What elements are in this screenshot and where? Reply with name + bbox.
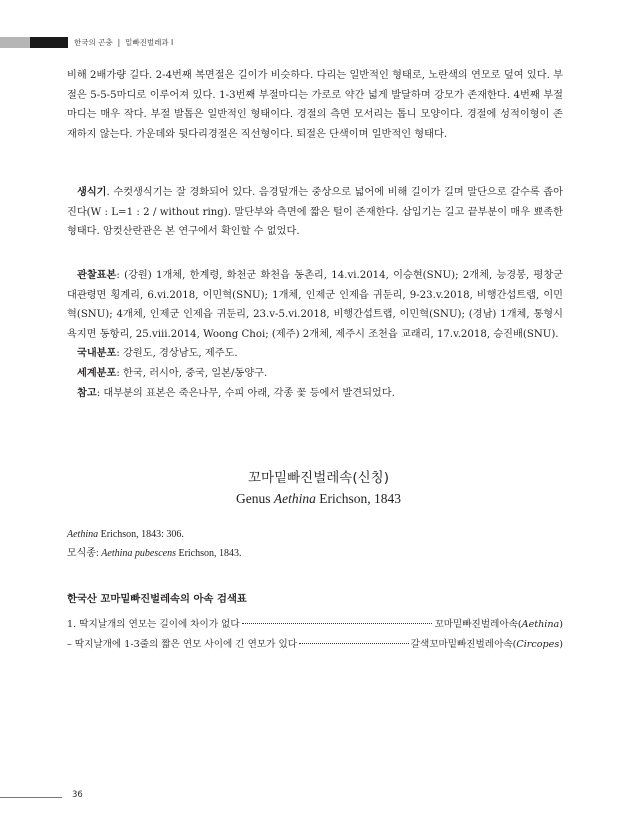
domestic-distribution — [67, 344, 563, 364]
key-result-close: ) — [559, 639, 563, 650]
genitalia-section — [67, 183, 563, 242]
genus-reference — [67, 527, 184, 543]
key-result — [434, 616, 563, 630]
header-separator: | — [117, 38, 121, 47]
key-result-close: ) — [559, 619, 563, 630]
key-result-name: 꼬마밑빠진벌레아속( — [434, 619, 522, 630]
key-couplet-text: – 딱지날개에 1-3줄의 짧은 연모 사이에 긴 연모가 있다 — [67, 639, 297, 650]
header-black-bar — [30, 37, 68, 48]
specimens-section — [67, 266, 563, 403]
specimens-paragraph — [67, 266, 563, 344]
genus-title-latin — [0, 491, 637, 507]
domestic-text: : 강원도, 경상남도, 제주도. — [116, 348, 238, 360]
key-result-latin: Aethina — [521, 619, 560, 630]
specimens-text: : (강원) 1개체, 한계령, 화천군 화천읍 동촌리, 14.vi.2014, 이승현(SNU); 2개체, 능경봉, 평창군 대관령면 횡계리, 6.vi.2018, 이민혁(SNU); 1개체, 인제군 인제읍 귀둔리, 9-23.v.2018, 비행간섭트랩, 이민혁(SNU); 4개체, 인제군 인제읍 귀둔리, 23.v-5.vi.2018, 비행간섭트랩, 이민혁(SNU); (경남) 1개체, 통형시 욕지면 동항리, 25.viii.2014, Woong Choi; (제주) 2개체, 제주시 조천읍 교래리, 17.v.2018, 승진배(SNU). — [67, 270, 563, 340]
key-result-name: 갈색꼬마밑빠진벌레아속( — [410, 639, 517, 650]
genus-author: Erichson, 1843 — [315, 491, 401, 506]
note-paragraph — [67, 384, 563, 404]
book-title: 한국의 곤충 — [74, 38, 113, 47]
genitalia-text: . 수컷생식기는 잘 경화되어 있다. 음경덮개는 중상으로 넓어에 비해 길이가 길며 말단으로 갈수록 좁아진다(W : L=1 : 2 / without ring). 말단부와 측면에 짧은 털이 존재한다. 삽입기는 길고 끝부분이 매우 뾰족한 형태다. 암컷산란관은 본 연구에서 확인할 수 없었다. — [67, 187, 563, 238]
type-species-citation: Erichson, 1843. — [175, 548, 242, 559]
specimens-label: 관찰표본 — [77, 270, 117, 281]
key-line — [67, 616, 563, 630]
genitalia-label: 생식기 — [77, 187, 107, 198]
note-text: : 대부분의 표본은 죽은나무, 수피 아래, 각종 꽃 등에서 발견되었다. — [96, 387, 395, 399]
running-header — [74, 36, 173, 49]
genitalia-paragraph — [67, 183, 563, 242]
genus-name: Aethina — [273, 491, 316, 506]
key-couplet-text: 1. 딱지날개의 연모는 길이에 차이가 없다 — [67, 619, 240, 630]
note-label: 참고 — [77, 387, 97, 399]
world-label: 세계분포 — [77, 367, 117, 379]
footer-rule — [0, 797, 62, 798]
key-line — [67, 636, 563, 650]
key-leader-dots — [242, 623, 433, 624]
world-distribution — [67, 364, 563, 384]
page-number: 36 — [72, 790, 83, 800]
key-result-latin: Circopes — [516, 639, 560, 650]
section-title: 밑빠진벌레과 I — [125, 38, 174, 47]
type-species-label: 모식종: — [67, 548, 102, 559]
domestic-label: 국내분포 — [77, 348, 117, 360]
genus-reference-name: Aethina — [67, 529, 99, 540]
type-species-name: Aethina pubescens — [101, 548, 176, 559]
key-title: 한국산 꼬마밑빠진벌레속의 아속 검색표 — [67, 593, 247, 605]
genus-prefix: Genus — [236, 491, 274, 506]
description-paragraph: 비해 2배가량 길다. 2-4번째 복면절은 길이가 비슷하다. 다리는 일반적인 형태로, 노란색의 연모로 덮여 있다. 부절은 5-5-5마디로 이루어져 있다. 1-3번째 부절마디는 가로로 약간 넓게 발달하며 강모가 존재한다. 4번째 부절마디는 매우 작다. 부절 발톱은 일반적인 형태이다. 경절의 측면 모서리는 톱니 모양이다. 경절에 성적이형이 존재하지 않는다. 가운데와 뒷다리경절은 직선형이다. 퇴절은 단색이며 일반적인 형태다. — [67, 70, 563, 140]
world-text: : 한국, 러시아, 중국, 일본/동양구. — [116, 367, 268, 379]
genus-title-korean: 꼬마밑빠진벌레속(신칭) — [248, 470, 389, 486]
key-leader-dots — [299, 643, 409, 644]
type-species — [67, 546, 242, 562]
key-result — [411, 636, 563, 650]
genus-reference-citation: Erichson, 1843: 306. — [98, 529, 184, 540]
description-section — [67, 66, 563, 144]
header-gray-bar — [0, 37, 30, 48]
